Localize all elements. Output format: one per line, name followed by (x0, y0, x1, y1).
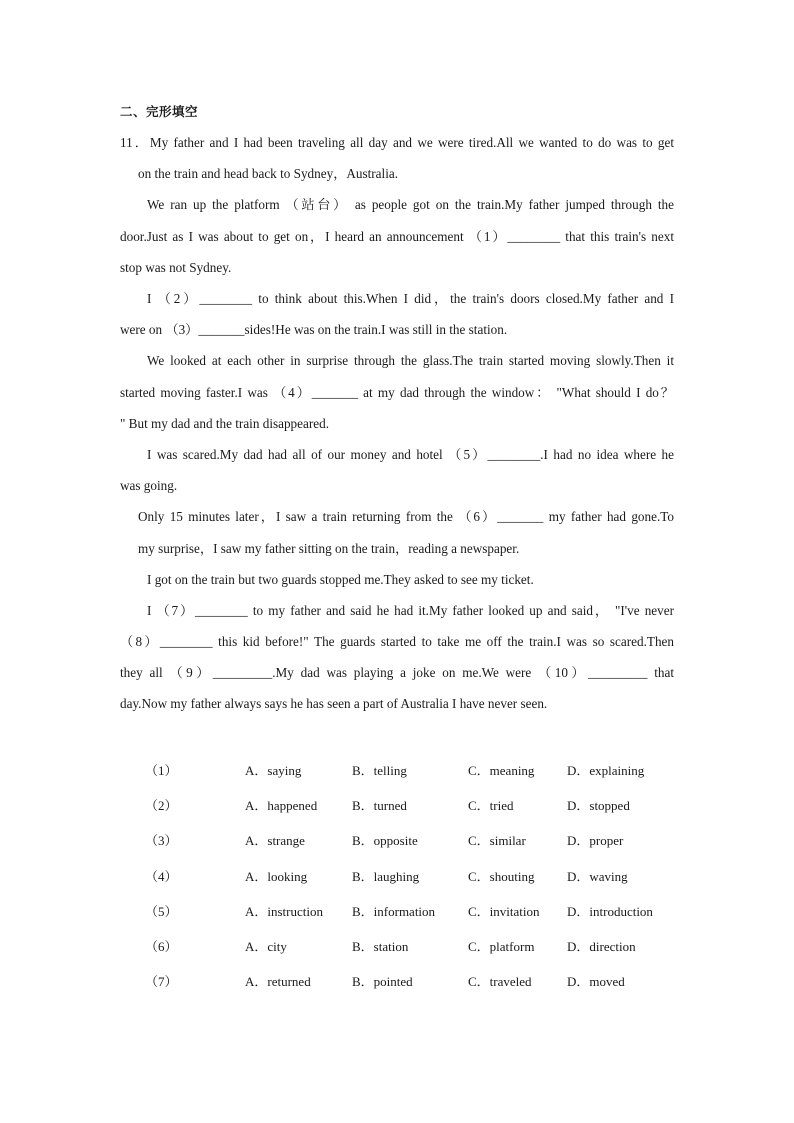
option-c[interactable]: C．platform (468, 939, 535, 954)
passage-line: " But my dad and the train disappeared. (120, 416, 329, 431)
option-d[interactable]: D．direction (567, 939, 636, 954)
option-d[interactable]: D．explaining (567, 763, 645, 778)
question-number: （6） (145, 939, 178, 954)
option-d[interactable]: D．moved (567, 974, 625, 989)
option-b[interactable]: B．information (352, 904, 436, 919)
option-b[interactable]: B．opposite (352, 833, 418, 848)
section-title: 二、完形填空 (120, 104, 199, 119)
option-b[interactable]: B．laughing (352, 869, 420, 884)
question-number: （4） (145, 869, 178, 884)
option-a[interactable]: A．strange (245, 833, 305, 848)
option-b[interactable]: B．pointed (352, 974, 413, 989)
passage-line: I was scared.My dad had all of our money and hotel （5）________.I had no idea where he (147, 447, 674, 462)
passage-line: （8）________ this kid before!" The guards started to take me off the train.I was so scared.Then (120, 634, 674, 649)
option-c[interactable]: C．meaning (468, 763, 535, 778)
passage-line: started moving faster.I was （4）_______ at my dad through the window： "What should I do？ (120, 385, 674, 400)
passage-line: were on （3）_______sides!He was on the train.I was still in the station. (120, 322, 508, 337)
passage-line: on the train and head back to Sydney，Australia. (138, 166, 399, 181)
question-number: （5） (145, 904, 178, 919)
option-a[interactable]: A．returned (245, 974, 311, 989)
question-number: （7） (145, 974, 178, 989)
option-a[interactable]: A．city (245, 939, 287, 954)
passage-line: I got on the train but two guards stopped me.They asked to see my ticket. (147, 572, 534, 587)
passage-line: We looked at each other in surprise through the glass.The train started moving slowly.Then it (147, 353, 674, 368)
option-a[interactable]: A．happened (245, 798, 318, 813)
passage-line: they all （9）_________.My dad was playing a joke on me.We were （10）_________ that (120, 665, 674, 680)
option-a[interactable]: A．instruction (245, 904, 323, 919)
option-b[interactable]: B．telling (352, 763, 407, 778)
passage-line: I （2）________ to think about this.When I did，the train's doors closed.My father and I (147, 291, 674, 306)
passage-line: door.Just as I was about to get on，I heard an announcement （1）________ that this train's next (120, 229, 674, 244)
option-c[interactable]: C．shouting (468, 869, 535, 884)
option-b[interactable]: B．turned (352, 798, 407, 813)
option-d[interactable]: D．stopped (567, 798, 630, 813)
option-b[interactable]: B．station (352, 939, 409, 954)
passage-line: We ran up the platform （站台） as people got on the train.My father jumped through the (147, 197, 674, 212)
option-d[interactable]: D．waving (567, 869, 628, 884)
passage-line: was going. (120, 478, 178, 493)
option-a[interactable]: A．looking (245, 869, 308, 884)
option-d[interactable]: D．introduction (567, 904, 653, 919)
passage-line: day.Now my father always says he has seen a part of Australia I have never seen. (120, 696, 548, 711)
passage-line: 11．My father and I had been traveling all day and we were tired.All we wanted to do was to get (120, 135, 674, 150)
option-a[interactable]: A．saying (245, 763, 302, 778)
passage-line: my surprise，I saw my father sitting on the train，reading a newspaper. (138, 541, 520, 556)
option-c[interactable]: C．similar (468, 833, 526, 848)
option-c[interactable]: C．traveled (468, 974, 532, 989)
passage-line: stop was not Sydney. (120, 260, 232, 275)
option-d[interactable]: D．proper (567, 833, 624, 848)
passage-line: Only 15 minutes later，I saw a train returning from the （6）_______ my father had gone.To (138, 509, 674, 524)
question-number: （2） (145, 798, 178, 813)
option-c[interactable]: C．invitation (468, 904, 540, 919)
passage-line: I （7）________ to my father and said he had it.My father looked up and said， "I've never (147, 603, 674, 618)
question-number: （1） (145, 763, 178, 778)
option-c[interactable]: C．tried (468, 798, 514, 813)
question-number: （3） (145, 833, 178, 848)
